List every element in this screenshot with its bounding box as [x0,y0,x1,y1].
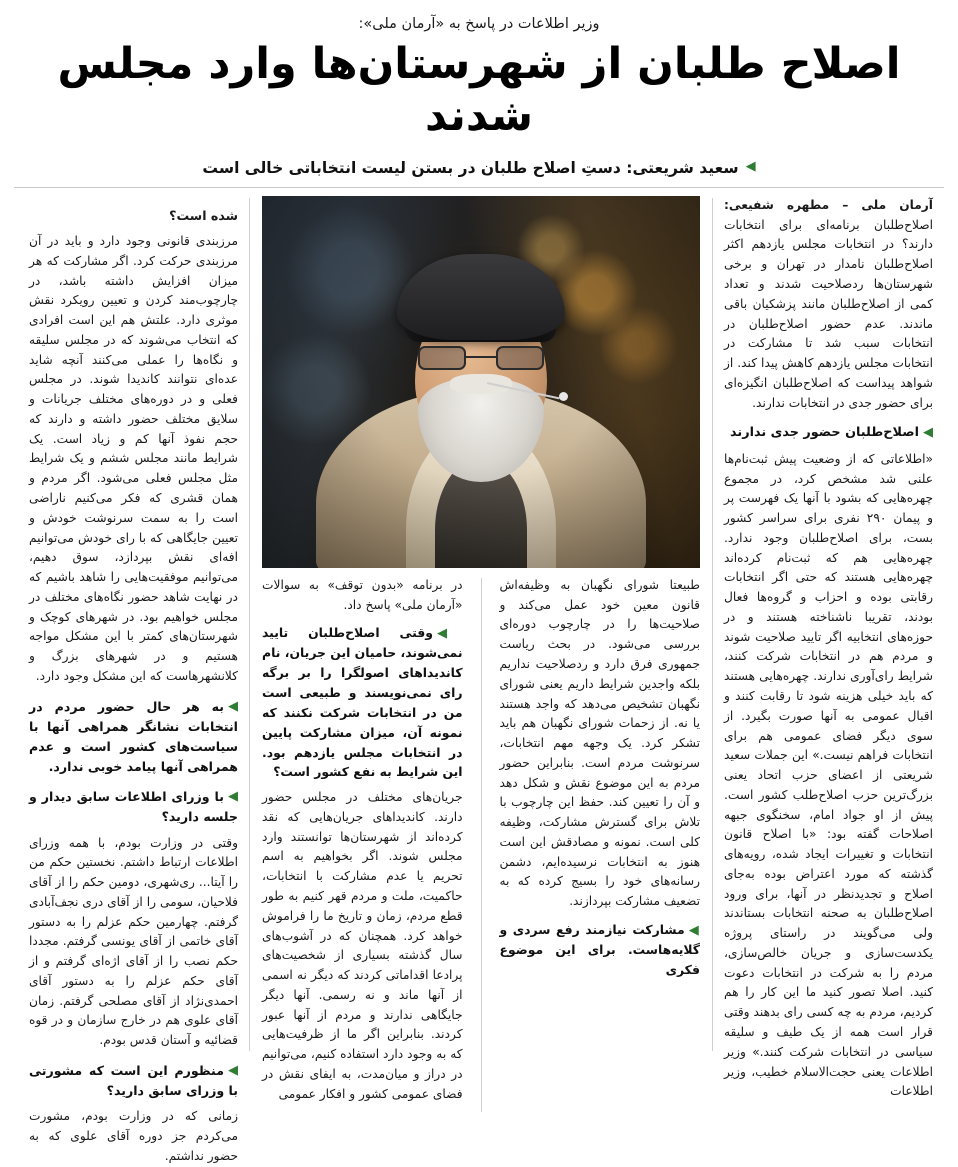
divider [14,187,944,188]
arrow-icon: ◀ [436,626,463,642]
article-columns [14,196,944,1163]
paragraph: «اطلاعاتی که از وضعیت پیش ثبت‌نام‌ها علنی شد مشخص کرد، در مجموع چهره‌هایی که بشود با آنها یک فهرست پر و پیمان ۲۹۰ نفری برای سراسر کشور بست، برای اصلاح‌طلبان وجود ندارد. چهره‌هایی هم که ثبت‌نام کرده‌اند چهره‌هایی هستند که حتی اگر انتخابات رقابتی بوده و احزاب و گروه‌ها فعال بودند، تقریبا ناشناخته هستند و در حوزه‌های انتخابیه اگر تایید صلاحیت شوند و مردم هم در انتخابات شرکت کنند، شرایط رای‌آوری ندارند. چهره‌هایی هستند که باید خیلی هزینه شود تا رقابت کنند و اقبال عمومی به آنها صورت بگیرد. از سوی دیگر فضای عمومی هم برای انتخابات فراهم نیست.» این جملات سعید شریعتی از اعضای حزب اتحاد یعنی بزرگ‌ترین حزب اصلاح‌طلب کشور است. پیش از او جواد امام، سخنگوی جبهه اصلاحات گفته بود: «با اصلاح قانون انتخابات و تغییرات ایجاد شده، رویه‌های گذشته که مورد اعتراض بوده به‌جای اصلاح و تجدیدنظر در آنها، برای ورود اصلاح‌طلبان به صحنه انتخابات بستاندند ولی می‌گویند در راستای پروژه یکدست‌سازی و جریان خالص‌سازی، مردم را به شرکت در انتخابات دعوت کنید. اصلا تصور کنید ما این کار را هم کردیم، مردم به چه کسی رای بدهند وقتی قرار است همه از یک طیف و سلیقه سیاسی در انتخابات شرکت کنند.» وزیر اطلاعات یعنی حجت‌الاسلام خطیب، وزیر اطلاعات [724,451,933,1099]
question-heading [29,787,238,827]
subcolumn-right [262,576,472,1113]
question-text: با وزرای اطلاعات سابق دیدار و جلسه دارید؟ [29,789,238,825]
section-heading-text: اصلاح‌طلبان حضور جدی ندارند [730,425,919,441]
source-byline: آرمان ملی – مطهره شفیعی: [724,197,933,212]
page-title: اصلاح طلبان از شهرستان‌ها وارد مجلس شدند [57,39,901,142]
question-heading [499,920,700,980]
paragraph: طبیعتا شورای نگهبان به وظیفه‌اش قانون معین خود عمل می‌کند و صلاحیت‌ها را در چارچوب دوره‌ای بررسی می‌شود. در بحث ریاست جمهوری فرق دارد و ردصلاحیت نداریم بلکه واجدین شرایط داریم یعنی شورای نگهبان تشخیص می‌دهد که واجد هستند یا نه. از زحمات شورای نگهبان هم باید تشکر کرد. یک وجهه مهم انتخابات، سرنوشت مردم است. بنابراین حضور مردم به این موضوع نقش و شکل دهد و آن را تعیین کند. حفظ این چارچوب با تلاش برای گسترش مشارکت، وظیفه کلی است. نمونه و مصادقش این است هنوز به انتخابات نرسیده‌ایم، دشمن رسانه‌های خود را بسیج کرده که به تضعیف مشارکت بپردازند. [499,577,700,909]
arrow-icon: ◀ [228,698,238,714]
column-left [18,196,249,1163]
middle-subcolumns [262,576,700,1113]
subcolumn-divider [481,578,482,1113]
question-text: وقتی اصلاح‌طلبان تایید نمی‌شوند، حامیان این جریان، نام کاندیداهای اصولگرا را بر برگه رای نمی‌نویسند و طبیعی است من در انتخابات شرکت نکنند که نمونه آن، میزان مشارکت پایین در انتخابات مجلس یازدهم بود. این شرایط به نفع کشور است؟ [262,625,463,780]
column-right [713,196,944,1099]
arrow-icon: ◀ [688,922,701,938]
subheadline [14,159,944,177]
article-photo [262,196,700,568]
lead-paragraph [724,196,933,413]
kicker-text: وزیر اطلاعات در پاسخ به «آرمان ملی»: [358,16,600,32]
lead-body: اصلاح‌طلبان برنامه‌ای برای انتخابات دارند؟ در انتخابات مجلس یازدهم اکثر اصلاح‌طلبان نامدار در تهران و برخی شهرستان‌ها ردصلاحیت شدند و تعداد کمی از اصلاح‌طلبان مانند پزشکیان باقی ماندند. عدم حضور اصلاح‌طلبان در انتخابات سبب شد تا مشارکت در انتخابات مجلس یازدهم کاهش پیدا کند. از شواهد پیداست که اصلاح‌طلبان انگیزه‌ای برای حضور جدی در انتخابات ندارند. [724,217,933,410]
subcolumn-left [490,576,700,1113]
question-continuation: شده است؟ [169,207,238,223]
paragraph: زمانی که در وزارت بودم، مشورت می‌کردم جز دوره آقای علوی که به حضور نداشتم. [29,1109,238,1163]
photo-caption: در برنامه «بدون توقف» به سوالات «آرمان ملی» پاسخ داد. [262,577,463,612]
paragraph: وقتی در وزارت بودم، با همه وزرای اطلاعات ارتباط داشتم. نخستین حکم من را آیتا... ری‌شهری، دومین حکم را از آقای فلاحیان، سومی را از آقای دری نجف‌آبادی گرفتم. چهارمین حکم عزلم را به دستور آقای خاتمی از آقای یونسی گرفتم. مجددا حکم نصب را از آقای اژه‌ای گرفتم و از آقای حکم عزلم را به دستور آقای احمدی‌نژاد از آقای مصلحی گرفتم. زمان آقای علوی هم در خارج سازمان و در قوه قضائیه و آستان قدس بودم. [29,835,238,1048]
photo-vignette [262,196,700,568]
section-heading [724,423,933,443]
arrow-icon: ◀ [923,425,933,441]
column-middle [250,196,712,1101]
question-heading [262,623,463,782]
paragraph: مرزبندی قانونی وجود دارد و باید در آن مرزبندی حرکت کرد. اگر مشارکت که هر میزان افزایش داشته باشد، در چارچوب‌مند کردن و تعیین رویکرد نقش موثری دارد. علتش هم این است افرادی که انتخاب می‌شوند که در مجلس سلیقه و نگاه‌ها را عملی می‌کنند آنچه شاید عده‌ای نتوانند کاندیدا شوند. در مجلس فعلی و در دوره‌های مختلف جریانات و سلایق مختلف حضور داشته و دارند که حجم نفوذ آنها کم و زیاد است. یک شرایط مانند مجلس ششم و یک شرایط مثل مجلس فعلی می‌شود. اگر مردم و همان قشری که فکر می‌کنیم ناراضی است را به سمت سرنوشت خودش و تعیین جایگاهی که با رای خودش می‌توانیم افه‌ای نقش بپردازد، سوق دهیم، می‌توانیم موفقیت‌هایی را شاهد باشیم که در نهایت شاهد حضور نگاه‌های مختلف در مجلس خواهیم بود. در شهرهای کوچک و شهرستان‌های کمتر با این مشکل مواجه هستیم و در شهرهای بزرگ و کلانشهرهاست که این مشکل وجود دارد. [29,234,238,683]
question-text: مشارکت نیازمند رفع سردی و گلایه‌هاست. برای این موضوع فکری [499,921,700,977]
arrow-icon: ◀ [228,1062,238,1078]
question-heading [29,697,238,778]
question-text: به هر حال حضور مردم در انتخابات نشانگر همراهی آنها با سیاست‌های کشور است و عدم همراهی آنها پیامد خوبی ندارد. [29,698,238,775]
arrow-icon: ◀ [745,159,756,175]
question-heading [29,1061,238,1101]
subheadline-text: سعید شریعتی: دستِ اصلاح طلبان در بستن لیست انتخاباتی خالی است [202,158,739,177]
question-text: منظورم این است که مشورتی با وزرای سابق دارید؟ [29,1062,238,1099]
arrow-icon: ◀ [228,789,238,805]
paragraph: جریان‌های مختلف در مجلس حضور دارند. کاندیداهای جریان‌هایی که نقد کرده‌اند از شهرستان‌ها توانستند وارد مجلس شوند. اگر بخواهیم به اسم تحریم یا عدم مشارکت با انتخابات، حاکمیت، ملت و مردم قهر کنیم به طور قطع مردم، زمان و تاریخ ما را فراموش خواهد کرد. همچنان که در آشوب‌های سال گذشته بسیاری از شخصیت‌های پرادعا اقداماتی کردند که دیگر نه اسمی از آنها ماند و نه رسمی. آنها دیگر جایگاهی ندارند و مردم از آنها عبور کردند. بنابراین اگر ما از ظرفیت‌هایی که به وجود دارد استفاده کنیم، می‌توانیم در دراز و میان‌مدت، به ایفای نقش در فضای عمومی کشور و افکار عمومی [262,790,463,1101]
